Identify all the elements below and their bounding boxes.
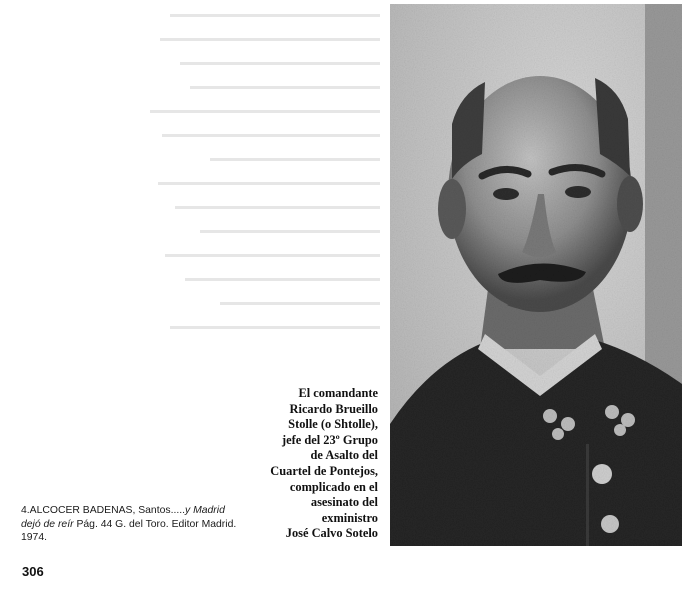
caption-line: complicado en el	[289, 479, 378, 494]
caption-line: asesinato del	[310, 495, 378, 510]
footnote	[21, 504, 241, 545]
footnote-title-part1: y Madrid	[185, 505, 225, 516]
portrait-photo	[390, 4, 682, 546]
footnote-title-part2: dejó de reír	[21, 518, 74, 530]
footnote-line-1	[21, 504, 241, 518]
portrait-illustration	[390, 4, 682, 546]
caption-line: Ricardo Brueillo	[289, 401, 378, 416]
caption-line: de Asalto del	[310, 448, 378, 463]
caption-line: El comandante	[298, 386, 378, 400]
footnote-number: 4.	[21, 505, 30, 516]
bleed-through-text	[150, 0, 390, 360]
caption-line: jefe del 23º Grupo	[282, 432, 378, 447]
footnote-line-3	[21, 531, 241, 545]
footnote-author: ALCOCER BADENAS, Santos.....	[29, 505, 186, 516]
caption-line: exministro	[321, 510, 378, 525]
footnote-line-2	[21, 518, 241, 532]
caption-line: Stolle (o Shtolle),	[288, 417, 378, 432]
footnote-publication: Pág. 44 G. del Toro. Editor Madrid.	[76, 518, 237, 530]
photo-caption	[246, 386, 378, 542]
caption-line: José Calvo Sotelo	[285, 526, 378, 541]
footnote-year: 1974.	[21, 532, 48, 544]
page-number: 306	[22, 564, 44, 579]
caption-line: Cuartel de Pontejos,	[270, 463, 378, 478]
